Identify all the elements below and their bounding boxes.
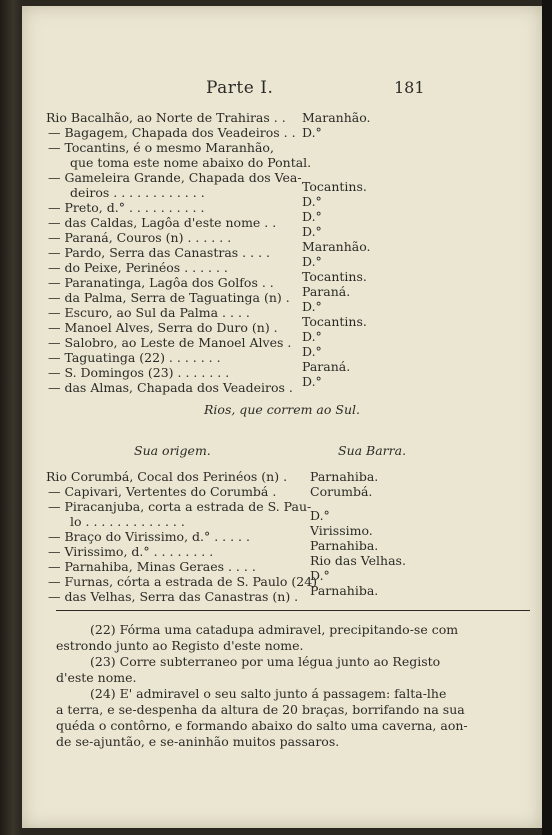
table-row-dest: D.°	[310, 568, 330, 583]
table-row-text: — Bagagem, Chapada dos Veadeiros . .	[48, 125, 296, 140]
footnote-line: de se-ajuntão, e se-aninhão muitos passaros.	[56, 734, 340, 749]
table-row-dest: Tocantins.	[302, 314, 367, 329]
table-row-text: — Salobro, ao Leste de Manoel Alves .	[48, 335, 292, 350]
table-row-text: — Preto, d.° . . . . . . . . . .	[48, 200, 205, 215]
table-row-dest: Corumbá.	[310, 484, 373, 499]
header-title: Parte I.	[206, 78, 274, 98]
table-row-dest: D.°	[310, 508, 330, 523]
table-row-text: — Paraná, Couros (n) . . . . . .	[48, 230, 232, 245]
footnote-line: d'este nome.	[56, 670, 137, 685]
table-row-text: — Braço do Virissimo, d.° . . . . .	[48, 529, 250, 544]
table-row-dest: Parnahiba.	[310, 469, 379, 484]
table-row-text: — das Almas, Chapada dos Veadeiros .	[48, 380, 293, 395]
footnote-line: a terra, e se-despenha da altura de 20 braças, borrifando na sua	[56, 702, 465, 717]
table-row-dest: Paraná.	[302, 359, 351, 374]
footnote-line: (23) Corre subterraneo por uma légua junto ao Registo	[90, 654, 441, 669]
column-header-origin: Sua origem.	[134, 443, 211, 458]
table-row-text: — das Velhas, Serra das Canastras (n) .	[48, 589, 299, 604]
table-row-dest: Tocantins.	[302, 269, 367, 284]
table-row-text: — do Peixe, Perinéos . . . . . .	[48, 260, 228, 275]
book-binding-left	[0, 0, 22, 835]
footnote-line: quéda o contôrno, e formando abaixo do salto uma caverna, aon-	[56, 718, 468, 733]
table-row-text: — Paranatinga, Lagôa dos Golfos . .	[48, 275, 274, 290]
table-row-dest: Maranhão.	[302, 239, 371, 254]
table-row-dest: D.°	[302, 374, 322, 389]
table-row-dest: D.°	[302, 254, 322, 269]
table-row-dest: D.°	[302, 299, 322, 314]
footnote-line: (24) E' admiravel o seu salto junto á passagem: falta-lhe	[90, 686, 447, 701]
book-edge-right	[542, 0, 552, 835]
table-row-dest: Paraná.	[302, 284, 351, 299]
table-row-dest: D.°	[302, 344, 322, 359]
table-row-dest: Virissimo.	[310, 523, 373, 538]
table-row-text: — Pardo, Serra das Canastras . . . .	[48, 245, 270, 260]
table-row-dest: D.°	[302, 224, 322, 239]
table-row-text: — Tocantins, é o mesmo Maranhão,	[48, 140, 274, 155]
table-row-text: — Piracanjuba, corta a estrada de S. Pau-	[48, 499, 312, 514]
table-row-dest: Parnahiba.	[310, 538, 379, 553]
table-row-text: — Manoel Alves, Serra do Duro (n) .	[48, 320, 278, 335]
book-page	[22, 6, 542, 828]
page-number: 181	[394, 78, 425, 97]
footnote-line: estrondo junto ao Registo d'este nome.	[56, 638, 304, 653]
table-row-text: — Parnahiba, Minas Geraes . . . .	[48, 559, 256, 574]
table-row-dest: Parnahiba.	[310, 583, 379, 598]
table-row-text: — das Caldas, Lagôa d'este nome . .	[48, 215, 277, 230]
table-row-text: — Taguatinga (22) . . . . . . .	[48, 350, 221, 365]
table-row-dest: D.°	[302, 194, 322, 209]
column-header-mouth: Sua Barra.	[338, 443, 407, 458]
table-row-dest: D.°	[302, 329, 322, 344]
table-row-text: — Capivari, Vertentes do Corumbá .	[48, 484, 277, 499]
table-row-text: — Escuro, ao Sul da Palma . . . .	[48, 305, 250, 320]
table-row-text: deiros . . . . . . . . . . . .	[70, 185, 205, 200]
table-row-dest: Maranhão.	[302, 110, 371, 125]
table-row-text: — Virissimo, d.° . . . . . . . .	[48, 544, 214, 559]
table-row-dest: Tocantins.	[302, 179, 367, 194]
table-row-dest: D.°	[302, 209, 322, 224]
table-row-text: — da Palma, Serra de Taguatinga (n) .	[48, 290, 290, 305]
table-row-text: — S. Domingos (23) . . . . . . .	[48, 365, 230, 380]
table-row-text: — Gameleira Grande, Chapada dos Vea-	[48, 170, 302, 185]
table-row-text: Rio Bacalhão, ao Norte de Trahiras . .	[46, 110, 286, 125]
table-row-text: — Furnas, córta a estrada de S. Paulo (24)	[48, 574, 318, 589]
table-row-text: lo . . . . . . . . . . . . .	[70, 514, 185, 529]
footnote-line: (22) Fórma uma catadupa admiravel, precipitando-se com	[90, 622, 459, 637]
table-row-dest: Rio das Velhas.	[310, 553, 406, 568]
footnote-divider	[56, 610, 530, 611]
table-row-text: Rio Corumbá, Cocal dos Perinéos (n) .	[46, 469, 288, 484]
table-row-text: que toma este nome abaixo do Pontal.	[70, 155, 312, 170]
section-title-rivers-south: Rios, que correm ao Sul.	[204, 402, 360, 417]
table-row-dest: D.°	[302, 125, 322, 140]
running-header	[22, 78, 542, 100]
